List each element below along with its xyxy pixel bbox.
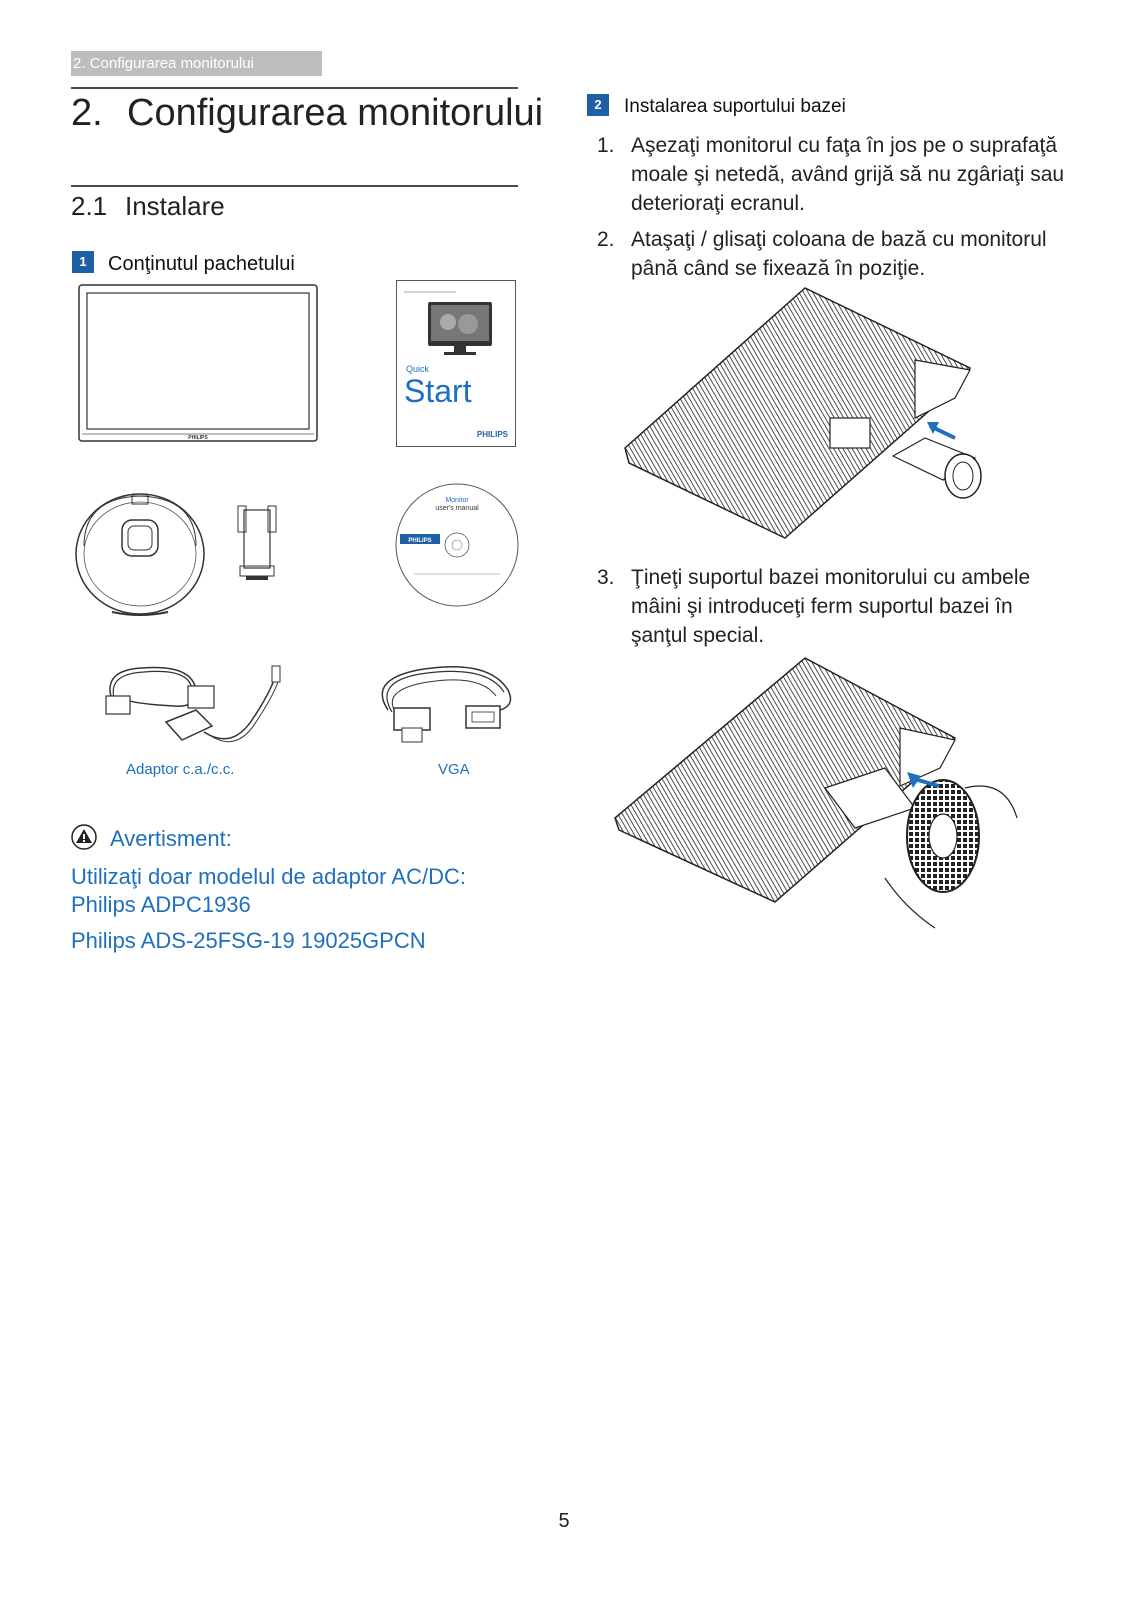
step-3 [597, 563, 1067, 650]
chapter-number: 2. [71, 92, 103, 134]
monitor-front-illustration [78, 284, 318, 444]
warning-line-3: Philips ADS-25FSG-19 19025GPCN [71, 928, 426, 953]
page-number: 5 [558, 1510, 570, 1532]
section-title [71, 191, 225, 222]
base-stand-illustration [72, 490, 212, 620]
package-badge: 1 [72, 251, 94, 273]
running-header-tab: 2. Configurarea monitorului [71, 51, 322, 76]
steps-list-2 [597, 563, 1067, 650]
section-rule [71, 185, 518, 187]
quick-start-brand: PHILIPS [476, 430, 508, 439]
header-rule [71, 87, 518, 89]
vga-caption: VGA [438, 761, 470, 778]
monitor-back-illustration-1 [625, 288, 985, 544]
steps-list-1 [597, 131, 1067, 283]
cd-line2: user's manual [435, 505, 479, 512]
adapter-caption: Adaptor c.a./c.c. [126, 761, 235, 778]
step-1 [597, 131, 1067, 218]
step-3-text: Ţineţi suportul bazei monitorului cu ambele mâini şi introduceţi ferm suportul bazei în şanţul special. [631, 566, 1031, 647]
cd-line1: Monitor [445, 497, 469, 504]
warning-line-2: Philips ADPC1936 [71, 892, 251, 917]
warning-line-1: Utilizaţi doar modelul de adaptor AC/DC: [71, 864, 466, 889]
vga-cable-illustration [368, 660, 528, 750]
quick-start-booklet [396, 280, 516, 448]
monitor-back-illustration-2 [615, 658, 1025, 942]
warning-title: Avertisment: [110, 826, 232, 851]
base-install-badge: 2 [587, 94, 609, 116]
chapter-title [71, 92, 543, 135]
quick-start-small: Quick [406, 364, 430, 374]
section-title-text: Instalare [125, 191, 225, 221]
step-2-text: Ataşaţi / glisaţi coloana de bază cu monitorul până când se fixează în poziţie. [631, 228, 1047, 280]
chapter-title-text: Configurarea monitorului [127, 92, 544, 134]
neck-column-illustration [236, 504, 280, 584]
warning-icon [71, 824, 97, 850]
section-number: 2.1 [71, 191, 108, 221]
manual-cd-illustration [394, 482, 520, 608]
step-1-number: 1. [597, 134, 615, 157]
step-3-number: 3. [597, 566, 615, 589]
base-install-title: Instalarea suportului bazei [624, 96, 846, 117]
step-1-text: Aşezaţi monitorul cu faţa în jos pe o suprafaţă moale şi netedă, având grijă să nu zgâriaţi sau deterioraţi ecranul. [631, 134, 1065, 215]
quick-start-big: Start [404, 373, 472, 409]
package-title: Conţinutul pachetului [108, 253, 295, 275]
step-2-number: 2. [597, 228, 615, 251]
cd-brand: PHILIPS [408, 538, 432, 544]
power-adapter-illustration [92, 660, 292, 760]
step-2 [597, 225, 1067, 283]
monitor-brand: PHILIPS [188, 435, 208, 441]
